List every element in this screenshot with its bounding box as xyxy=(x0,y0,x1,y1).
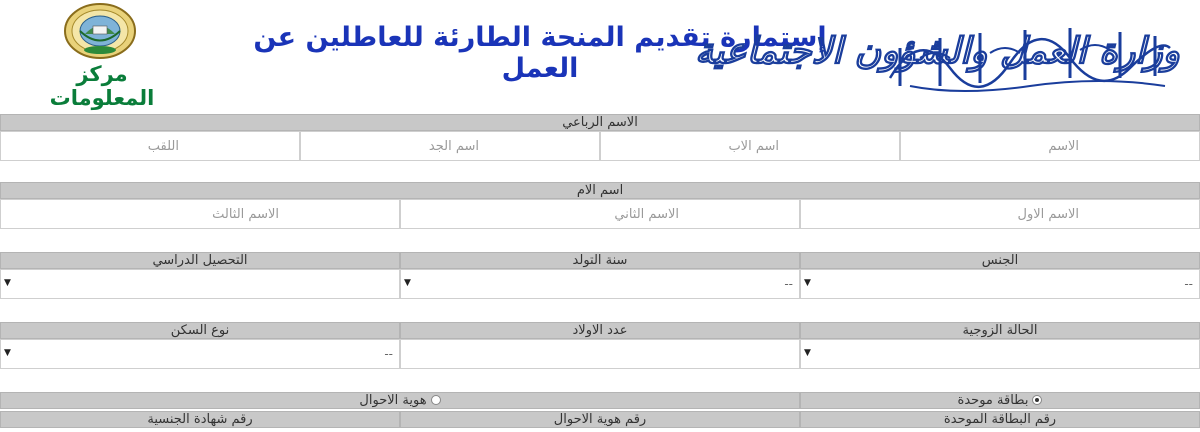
surname-input[interactable] xyxy=(1,132,299,160)
gender-label: الجنس xyxy=(800,252,1200,269)
gender-select[interactable] xyxy=(800,269,1200,299)
father-name-input[interactable] xyxy=(601,132,899,160)
education-select[interactable] xyxy=(0,269,400,299)
caret-down-icon: ▼ xyxy=(804,278,811,288)
caret-down-icon: ▼ xyxy=(4,348,11,358)
ministry-seal-icon xyxy=(63,2,137,60)
grandfather-name-input[interactable] xyxy=(301,132,599,160)
children-count-label: عدد الاولاد xyxy=(400,322,800,339)
id-type-section xyxy=(0,392,1200,428)
father-name-cell xyxy=(600,131,900,161)
birth-year-label: سنة التولد xyxy=(400,252,800,269)
children-count-input[interactable] xyxy=(400,339,800,369)
mother-third-name-cell xyxy=(0,199,400,229)
housing-type-select[interactable] xyxy=(0,339,400,369)
mother-second-name-input[interactable] xyxy=(401,200,799,228)
caret-down-icon: ▼ xyxy=(4,278,11,288)
info-center-name: مركز المعلومات xyxy=(49,62,155,110)
caret-down-icon: ▼ xyxy=(804,348,811,358)
housing-type-label: نوع السكن xyxy=(0,322,400,339)
unified-card-number-label: رقم البطاقة الموحدة xyxy=(800,411,1200,428)
birth-year-select-value: -- xyxy=(784,277,793,291)
civil-id-option[interactable] xyxy=(0,392,800,409)
page-title: إستمارة تقديم المنحة الطارئة للعاطلين عن العمل xyxy=(253,22,827,84)
unified-card-label: بطاقة موحدة xyxy=(957,393,1029,408)
education-label: التحصيل الدراسي xyxy=(0,252,400,269)
mother-second-name-cell xyxy=(400,199,800,229)
personal-section xyxy=(0,252,1200,299)
surname-cell xyxy=(0,131,300,161)
unified-card-option[interactable] xyxy=(800,392,1200,409)
grandfather-name-cell xyxy=(300,131,600,161)
housing-type-select-value: -- xyxy=(384,347,393,361)
marital-status-label: الحالة الزوجية xyxy=(800,322,1200,339)
mother-name-title: اسم الام xyxy=(0,182,1200,199)
gender-select-value: -- xyxy=(1184,277,1193,291)
ministry-logo xyxy=(695,8,1180,98)
family-section xyxy=(0,322,1200,369)
civil-id-label: هوية الاحوال xyxy=(359,393,427,408)
marital-status-select[interactable] xyxy=(800,339,1200,369)
mother-name-section xyxy=(0,182,1200,229)
mother-first-name-cell xyxy=(800,199,1200,229)
nationality-cert-number-label: رقم شهادة الجنسية xyxy=(0,411,400,428)
civil-id-radio[interactable] xyxy=(431,395,441,405)
first-name-input[interactable] xyxy=(901,132,1199,160)
info-center-logo xyxy=(22,0,182,110)
civil-id-number-label: رقم هوية الاحوال xyxy=(400,411,800,428)
mother-third-name-input[interactable] xyxy=(1,200,399,228)
first-name-cell xyxy=(900,131,1200,161)
ministry-name: وزارة العمل والشؤون الاجتماعية xyxy=(695,30,1180,72)
caret-down-icon: ▼ xyxy=(404,278,411,288)
full-name-title: الاسم الرباعي xyxy=(0,114,1200,131)
full-name-section xyxy=(0,114,1200,161)
mother-first-name-input[interactable] xyxy=(801,200,1199,228)
unified-card-radio[interactable] xyxy=(1032,395,1042,405)
page-header xyxy=(0,0,1200,110)
birth-year-select[interactable] xyxy=(400,269,800,299)
